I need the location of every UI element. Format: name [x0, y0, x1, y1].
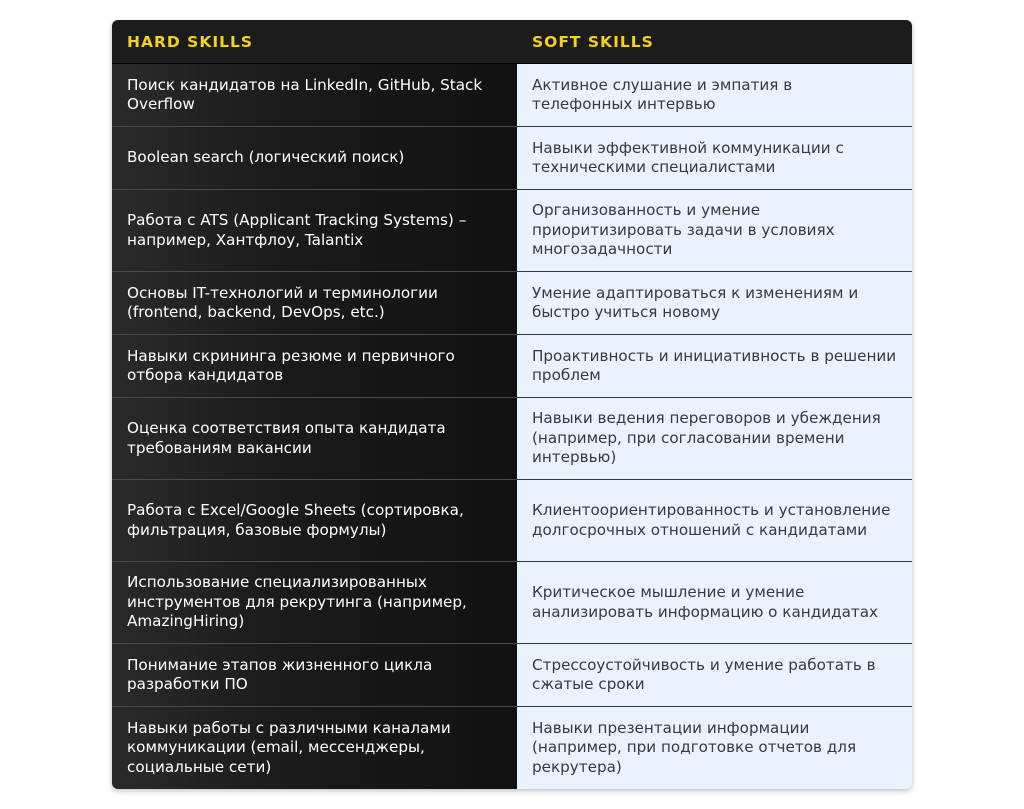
- skills-table-container: [112, 20, 912, 789]
- hard-skill-cell: Поиск кандидатов на LinkedIn, GitHub, Stack Overflow: [112, 64, 517, 127]
- table-row: [112, 644, 912, 707]
- table-row: [112, 707, 912, 789]
- soft-skill-cell: Навыки ведения переговоров и убеждения (например, при согласовании времени интервью): [517, 398, 912, 480]
- table-row: [112, 64, 912, 127]
- table-header: [112, 20, 912, 64]
- table-row: [112, 562, 912, 644]
- hard-skill-cell: Навыки работы с различными каналами коммуникации (email, мессенджеры, социальные сети): [112, 707, 517, 789]
- hard-skill-cell: Использование специализированных инструментов для рекрутинга (например, AmazingHiring): [112, 562, 517, 644]
- table-row: [112, 398, 912, 480]
- table-row: [112, 127, 912, 190]
- hard-skill-cell: Boolean search (логический поиск): [112, 127, 517, 190]
- hard-skill-cell: Оценка соответствия опыта кандидата требованиям вакансии: [112, 398, 517, 480]
- hard-skill-cell: Основы IT-технологий и терминологии (frontend, backend, DevOps, etc.): [112, 272, 517, 335]
- skills-table: [112, 20, 912, 789]
- soft-skill-cell: Стрессоустойчивость и умение работать в сжатые сроки: [517, 644, 912, 707]
- hard-skill-cell: Навыки скрининга резюме и первичного отбора кандидатов: [112, 335, 517, 398]
- table-body: [112, 64, 912, 789]
- soft-skills-header: SOFT SKILLS: [517, 20, 912, 64]
- soft-skill-cell: Критическое мышление и умение анализировать информацию о кандидатах: [517, 562, 912, 644]
- hard-skill-cell: Работа с Excel/Google Sheets (сортировка, фильтрация, базовые формулы): [112, 480, 517, 562]
- soft-skill-cell: Активное слушание и эмпатия в телефонных интервью: [517, 64, 912, 127]
- table-row: [112, 190, 912, 272]
- soft-skill-cell: Навыки эффективной коммуникации с техническими специалистами: [517, 127, 912, 190]
- table-row: [112, 335, 912, 398]
- table-row: [112, 480, 912, 562]
- table-row: [112, 272, 912, 335]
- hard-skill-cell: Понимание этапов жизненного цикла разработки ПО: [112, 644, 517, 707]
- soft-skill-cell: Клиентоориентированность и установление долгосрочных отношений с кандидатами: [517, 480, 912, 562]
- soft-skill-cell: Навыки презентации информации (например, при подготовке отчетов для рекрутера): [517, 707, 912, 789]
- soft-skill-cell: Организованность и умение приоритизировать задачи в условиях многозадачности: [517, 190, 912, 272]
- soft-skill-cell: Умение адаптироваться к изменениям и быстро учиться новому: [517, 272, 912, 335]
- header-row: [112, 20, 912, 64]
- hard-skill-cell: Работа с ATS (Applicant Tracking Systems) – например, Хантфлоу, Talantix: [112, 190, 517, 272]
- soft-skill-cell: Проактивность и инициативность в решении проблем: [517, 335, 912, 398]
- hard-skills-header: HARD SKILLS: [112, 20, 517, 64]
